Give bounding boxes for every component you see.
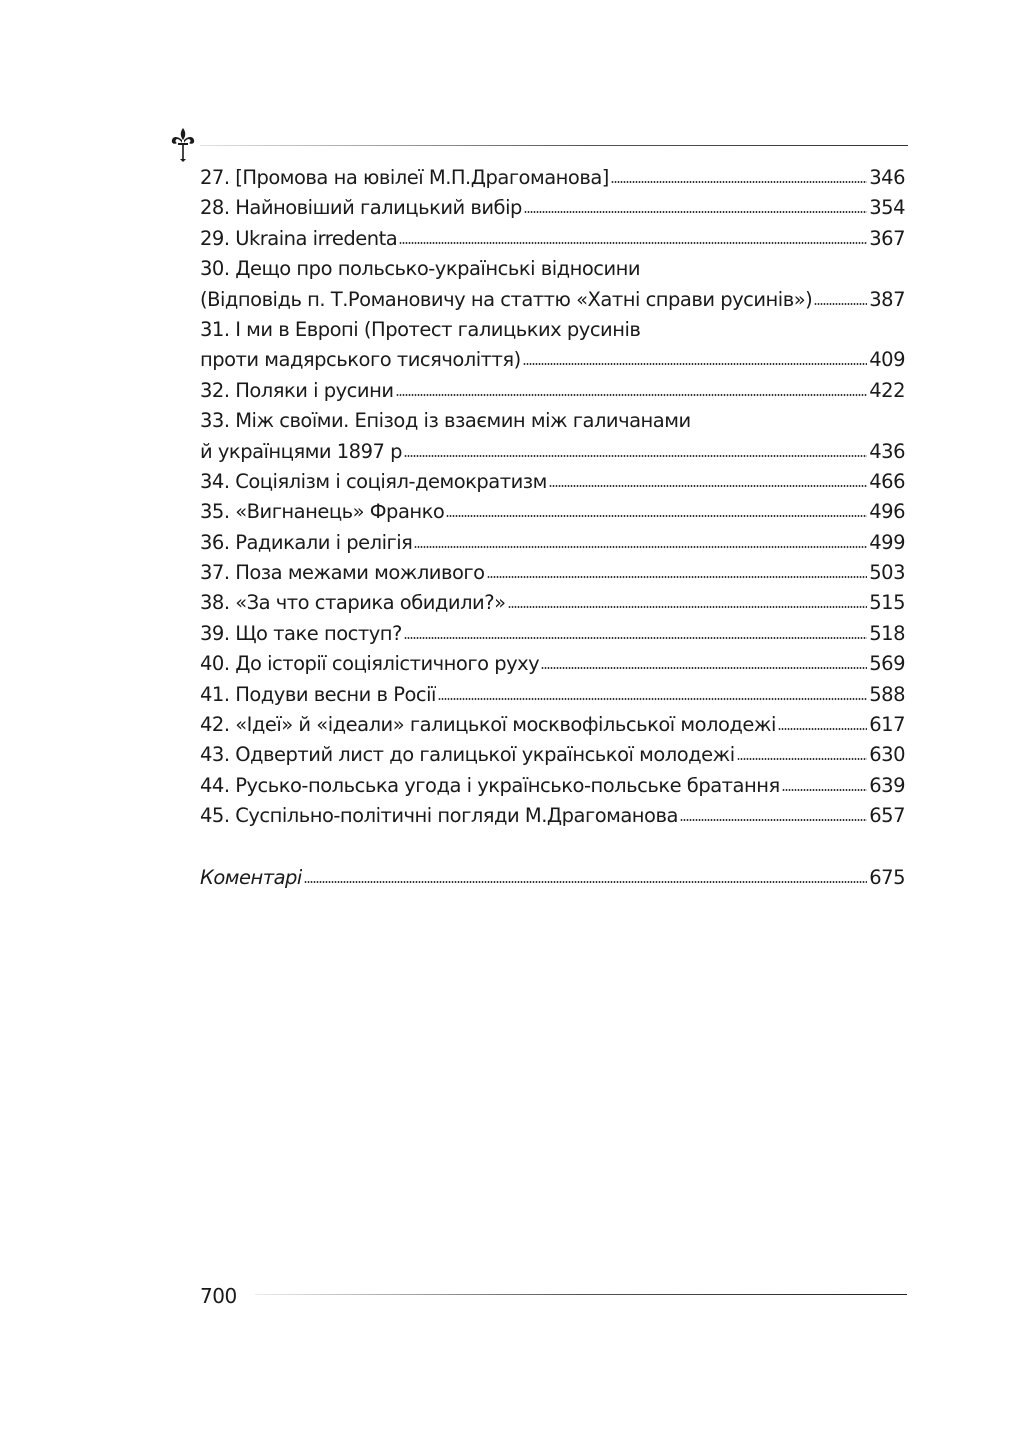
dot-leader xyxy=(523,363,868,365)
toc-entry-label: 36. Радикали і релігія xyxy=(200,530,413,554)
toc-entry-32 xyxy=(200,376,905,406)
toc-entry-35 xyxy=(200,497,905,527)
toc-entry-31-line2 xyxy=(200,345,905,375)
dot-leader xyxy=(524,211,867,213)
toc-entry-33-line1 xyxy=(200,406,905,436)
toc-entry-page: 466 xyxy=(869,469,905,493)
toc-entry-label: 33. Між своїми. Епізод із взаємин між галичанами xyxy=(200,409,691,433)
dot-leader xyxy=(737,758,868,760)
toc-entry-27 xyxy=(200,163,905,193)
toc-entry-page: 675 xyxy=(869,866,905,890)
toc-entry-29 xyxy=(200,224,905,254)
dot-leader xyxy=(404,455,867,457)
toc-entry-label: й українцями 1897 р xyxy=(200,439,402,463)
toc-entry-label: 37. Поза межами можливого xyxy=(200,561,485,585)
toc-entry-label: 41. Подуви весни в Росії xyxy=(200,682,436,706)
toc-entry-label: (Відповідь п. Т.Романовичу на статтю «Хатні справи русинів») xyxy=(200,287,813,311)
toc-entry-label: 42. «Ідеї» й «ідеали» галицької москвофільської молодежі xyxy=(200,713,776,737)
table-of-contents xyxy=(200,163,905,893)
page-number: 700 xyxy=(200,1284,237,1308)
toc-entry-page: 630 xyxy=(869,743,905,767)
toc-entry-label: 30. Дещо про польсько-українські відносини xyxy=(200,257,641,281)
toc-entry-label: 29. Ukraina irredenta xyxy=(200,226,398,250)
toc-entry-31-line1 xyxy=(200,315,905,345)
toc-entry-page: 354 xyxy=(869,196,905,220)
toc-entry-page: 503 xyxy=(869,561,905,585)
footer-rule xyxy=(255,1294,907,1295)
toc-entry-page: 515 xyxy=(869,591,905,615)
header-rule xyxy=(200,145,908,146)
toc-entry-37 xyxy=(200,558,905,588)
toc-entry-label: 40. До історії соціялістичного руху xyxy=(200,652,540,676)
toc-entry-38 xyxy=(200,588,905,618)
toc-entry-page: 588 xyxy=(869,682,905,706)
dot-leader xyxy=(782,789,868,791)
dot-leader xyxy=(304,881,867,883)
toc-entry-page: 346 xyxy=(869,166,905,189)
toc-entry-page: 569 xyxy=(869,652,905,676)
toc-entry-43 xyxy=(200,740,905,770)
toc-entry-30-line2 xyxy=(200,285,905,315)
toc-entry-label: 44. Русько-польська угода і українсько-польське братання xyxy=(200,773,780,797)
toc-entry-page: 422 xyxy=(869,378,905,402)
toc-entry-33-line2 xyxy=(200,437,905,467)
toc-entry-page: 499 xyxy=(869,530,905,554)
dot-leader xyxy=(541,667,867,669)
toc-entry-45 xyxy=(200,801,905,831)
toc-entry-page: 436 xyxy=(869,439,905,463)
dot-leader xyxy=(399,242,867,244)
dot-leader xyxy=(404,637,867,639)
toc-entry-41 xyxy=(200,680,905,710)
toc-entry-label: 27. [Промова на ювілеї М.П.Драгоманова] xyxy=(200,166,609,189)
toc-entry-label: 43. Одвертий лист до галицької української молодежі xyxy=(200,743,735,767)
toc-entry-39 xyxy=(200,619,905,649)
toc-entry-label: 39. Що таке поступ? xyxy=(200,621,402,645)
toc-entry-label: проти мадярського тисячоліття) xyxy=(200,348,521,372)
toc-entry-page: 387 xyxy=(869,287,905,311)
toc-entry-label: 45. Суспільно-політичні погляди М.Драгоманова xyxy=(200,804,678,828)
toc-entry-42 xyxy=(200,710,905,740)
toc-entry-40 xyxy=(200,649,905,679)
dot-leader xyxy=(611,181,867,183)
dot-leader xyxy=(814,303,867,305)
toc-entry-page: 409 xyxy=(869,348,905,372)
dot-leader xyxy=(396,394,868,396)
dot-leader xyxy=(414,546,867,548)
toc-entry-page: 639 xyxy=(869,773,905,797)
toc-entry-28 xyxy=(200,193,905,223)
toc-entry-label: 31. І ми в Европі (Протест галицьких русинів xyxy=(200,317,641,341)
toc-entry-page: 496 xyxy=(869,500,905,524)
dot-leader xyxy=(508,606,868,608)
toc-entry-44 xyxy=(200,771,905,801)
toc-entry-label: Коментарі xyxy=(200,866,302,890)
toc-entry-label: 34. Соціялізм і соціял-демократизм xyxy=(200,469,547,493)
dot-leader xyxy=(446,515,867,517)
toc-entry-page: 518 xyxy=(869,621,905,645)
toc-entry-page: 657 xyxy=(869,804,905,828)
toc-entry-34 xyxy=(200,467,905,497)
toc-entry-comments xyxy=(200,863,905,893)
toc-entry-page: 617 xyxy=(869,713,905,737)
toc-entry-label: 32. Поляки і русини xyxy=(200,378,394,402)
dot-leader xyxy=(549,485,867,487)
toc-entry-label: 35. «Вигнанець» Франко xyxy=(200,500,445,524)
dot-leader xyxy=(487,576,868,578)
toc-gap xyxy=(200,832,905,864)
dot-leader xyxy=(778,728,867,730)
toc-entry-label: 38. «За что старика обидили?» xyxy=(200,591,506,615)
toc-entry-36 xyxy=(200,528,905,558)
dot-leader xyxy=(680,819,867,821)
dot-leader xyxy=(438,698,867,700)
toc-entry-label: 28. Найновіший галицький вибір xyxy=(200,196,522,220)
fleur-de-lis-icon xyxy=(170,126,196,162)
toc-entry-page: 367 xyxy=(869,226,905,250)
toc-entry-30-line1 xyxy=(200,254,905,284)
